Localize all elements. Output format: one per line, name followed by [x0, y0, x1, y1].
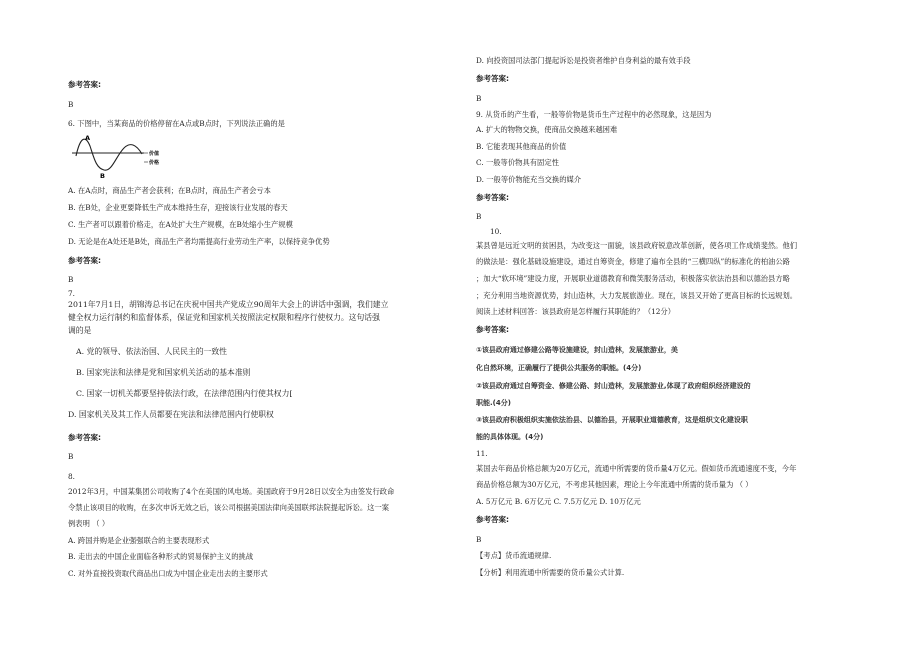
answer-label: 参考答案:: [68, 433, 101, 442]
option: D. 无论是在A处还是B处，商品生产者均需提高行业劳动生产率，以保持竞争优势: [68, 237, 330, 246]
question-10-stem: ；加大“软环境”建设力度，开展职业道德教育和微笑服务活动，积极落实依法治县和以德治县方略: [476, 274, 790, 283]
answer-text: 职能.(4分): [476, 399, 511, 407]
option: A. 跨国并购是企业强强联合的主要表现形式: [68, 536, 210, 545]
question-8-stem: 2012年3月，中国某集团公司收购了4个在美国的风电场。美国政府于9月28日以安全为由签发行政命: [68, 487, 395, 496]
option: B. 它能表现其他商品的价值: [476, 142, 567, 151]
question-10-stem: ；充分利用当地资源优势，封山造林，大力发展旅游业。现在，该县又开始了更高目标的长远规划。: [476, 291, 798, 300]
question-8-stem: 令禁止该项目的收购，在多次申诉无效之后，该公司根据美国法律向美国联邦法院提起诉讼。这一案: [68, 503, 390, 512]
option: A. 党的领导、依法治国、人民民主的一致性: [76, 347, 227, 356]
answer-label: 参考答案:: [476, 193, 509, 202]
question-10-number: 10.: [490, 227, 502, 236]
question-6-stem: 6. 下图中，当某商品的价格停留在A点或B点时，下列说法正确的是: [68, 119, 285, 128]
option: B. 在B处，企业更要降低生产成本维持生存，迎接该行业发展的春天: [68, 203, 288, 212]
answer-label: 参考答案:: [476, 515, 509, 524]
price-value-chart: [70, 132, 170, 180]
question-7-stem: 调的是: [68, 326, 92, 335]
question-11-stem: 某国去年商品价格总额为20万亿元，流通中所需要的货币量4万亿元。假如货币流通速度不变，今年: [476, 464, 797, 473]
answer-value: B: [476, 94, 482, 103]
option: A. 扩大的物物交换，使商品交换越来越困难: [476, 125, 618, 134]
analysis: 【分析】利用流通中所需要的货币量公式计算.: [476, 568, 625, 577]
answer-value: B: [476, 212, 482, 221]
answer-text: ②该县政府通过自筹资金、修建公路、封山造林，发展旅游业,体现了政府组织经济建设的: [476, 382, 751, 390]
question-7-stem: 2011年7月1日，胡锦涛总书记在庆祝中国共产党成立90周年大会上的讲话中强调，我们建立: [68, 300, 389, 309]
question-11-stem: 商品价格总额为30万亿元，不考虑其他因素，理论上今年流通中所需的货币量为 （ ）: [476, 480, 753, 489]
price-curve: [76, 139, 142, 170]
answer-text: 能的具体体现。(4分): [476, 433, 544, 441]
question-8-stem: 例表明 （ ）: [68, 519, 110, 528]
option: C. 对外直接投资取代商品出口成为中国企业走出去的主要形式: [68, 569, 268, 578]
question-10-prompt: 阅读上述材料回答：该县政府是怎样履行其职能的？（12分）: [476, 307, 676, 316]
option: D. 一般等价物能充当交换的媒介: [476, 175, 582, 184]
question-11-number: 11.: [476, 449, 488, 458]
answer-label: 参考答案:: [68, 80, 101, 89]
answer-value: B: [68, 452, 74, 461]
option: C. 国家一切机关都要坚持依法行政，在法律范围内行使其权力[: [76, 389, 293, 398]
option: B. 国家宪法和法律是党和国家机关活动的基本准则: [76, 368, 251, 377]
option: A. 在A点时，商品生产者会获利；在B点时，商品生产者会亏本: [68, 186, 271, 195]
knowledge-point: 【考点】货币流通规律.: [476, 551, 552, 560]
question-10-stem: 的做法是：强化基础设施建设，通过自筹资金，修建了遍布全县的“三横四纵”的标准化的柏油公路: [476, 257, 790, 266]
option: D. 国家机关及其工作人员都要在宪法和法律范围内行使职权: [68, 410, 274, 419]
question-10-stem: 某县曾是远近文明的贫困县，为改变这一面貌，该县政府锐意改革创新，使各项工作成绩斐然。他们: [476, 241, 798, 250]
answer-value: B: [68, 100, 74, 109]
option-row: A. 5万亿元 B. 6万亿元 C. 7.5万亿元 D. 10万亿元: [476, 497, 641, 506]
answer-label: 参考答案:: [476, 74, 509, 83]
answer-value: B: [68, 275, 74, 284]
option: C. 一般等价物具有固定性: [476, 158, 559, 167]
point-b-label: B: [100, 172, 105, 180]
question-7-number: 7.: [68, 289, 75, 298]
answer-label: 参考答案:: [68, 256, 101, 265]
legend-price-label: 价格: [149, 160, 160, 166]
option: B. 走出去的中国企业面临各种形式的贸易保护主义的挑战: [68, 552, 254, 561]
question-7-stem: 健全权力运行制约和监督体系，保证党和国家机关按照法定权限和程序行使权力。这句话强: [68, 313, 380, 322]
answer-label: 参考答案:: [476, 325, 509, 334]
answer-text: ①该县政府通过修建公路等设施建设，封山造林，发展旅游业，美: [476, 346, 678, 354]
answer-value: B: [476, 535, 482, 544]
question-8-number: 8.: [68, 472, 75, 481]
question-9-stem: 9. 从货币的产生看，一般等价物是货币生产过程中的必然现象，这是因为: [476, 110, 712, 119]
option: D. 向投资国司法部门提起诉讼是投资者维护自身利益的最有效手段: [476, 56, 691, 65]
answer-text: 化自然环境，正确履行了提供公共服务的职能。(4分): [476, 364, 642, 372]
option: C. 生产者可以跟着价格走，在A处扩大生产规模，在B处缩小生产规模: [68, 220, 293, 229]
legend-value-label: 价值: [149, 151, 160, 157]
point-a-label: A: [85, 134, 91, 142]
answer-text: ③该县政府积极组织实施依法治县、以德治县，开展职业道德教育，这是组织文化建设职: [476, 416, 748, 424]
